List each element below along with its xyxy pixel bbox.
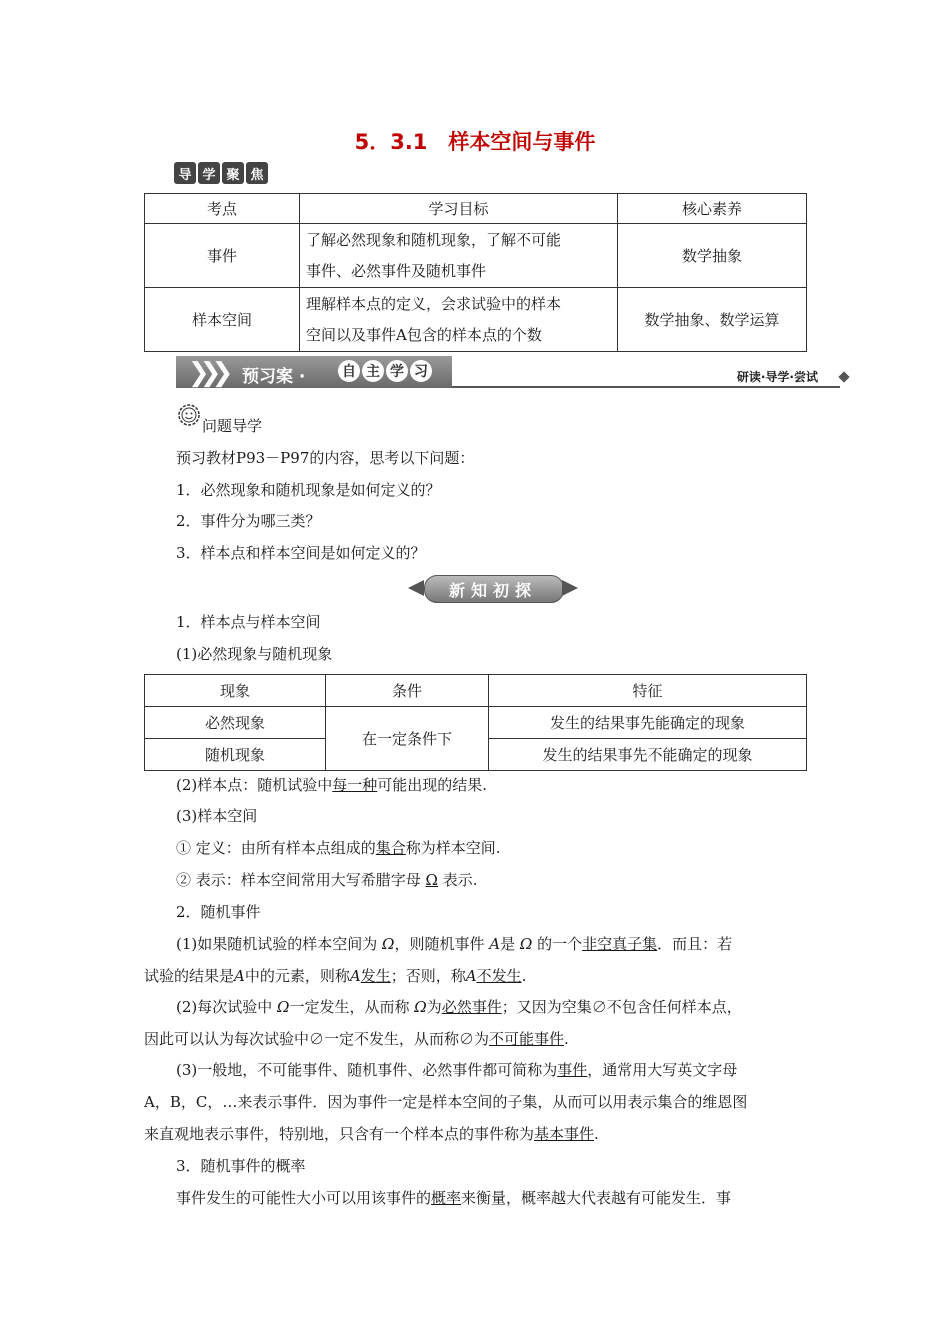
goals-table [144,193,807,352]
sample-point-def: (2)样本点：随机试验中每一种可能出现的结果. [176,776,488,794]
banner-label: 预习案 · [242,367,306,387]
random-event-p3-line2: A，B，C，…来表示事件．因为事件一定是样本空间的子集，从而可以用表示集合的维恩图 [144,1093,748,1111]
question-2: 2．事件分为哪三类？ [176,512,321,530]
header-topic: 考点 [145,194,300,224]
section-1-heading: 1．样本点与样本空间 [176,613,321,631]
badge-label: 新知初探 [448,581,537,600]
random-event-p2: (2)每次试验中 Ω一定发生，从而称 Ω为必然事件；又因为空集∅不包含任何样本点， [176,998,742,1016]
preview-banner [176,356,848,390]
table-row [145,707,807,739]
goal-line: 空间以及事件A包含的样本点的个数 [306,325,542,344]
literacy-cell: 数学抽象、数学运算 [618,288,807,352]
goal-cell [300,288,618,352]
sample-space-notation: ② 表示：样本空间常用大写希腊字母 Ω 表示. [176,871,478,889]
header-phenomenon: 现象 [145,675,326,707]
new-knowledge-badge [408,573,578,603]
smiley-icon [178,404,200,426]
phenomena-table [144,674,807,771]
topic-cell: 样本空间 [145,288,300,352]
random-event-p2-line2: 因此可以认为每次试验中∅一定不发生，从而称∅为不可能事件. [144,1030,569,1048]
sub-char: 习 [410,360,432,382]
sub-char: 主 [362,360,384,382]
intro-lead: 预习教材P93－P97的内容，思考以下问题： [176,449,475,467]
intro-heading: 问题导学 [202,417,263,435]
question-3: 3．样本点和样本空间是如何定义的？ [176,544,426,562]
table-row [145,224,807,288]
goal-line: 了解必然现象和随机现象，了解不可能 [306,230,562,249]
condition-cell: 在一定条件下 [326,707,489,771]
phenomenon-cell: 必然现象 [145,707,326,739]
goal-cell [300,224,618,288]
feature-cell: 发生的结果事先能确定的现象 [489,707,807,739]
badge-char: 焦 [246,162,268,184]
header-literacy: 核心素养 [618,194,807,224]
banner-rule [452,386,840,388]
header-condition: 条件 [326,675,489,707]
goal-line: 事件、必然事件及随机事件 [306,261,487,280]
badge-char: 导 [174,162,196,184]
diamond-icon [838,371,849,382]
section-2-heading: 2．随机事件 [176,903,261,921]
topic-cell: 事件 [145,224,300,288]
table-row [145,288,807,352]
section-badge [174,162,268,184]
header-feature: 特征 [489,675,807,707]
chevron-icon: ❯❯❯ [188,358,224,388]
random-event-p3: (3)一般地，不可能事件、随机事件、必然事件都可简称为事件，通常用大写英文字母 [176,1061,738,1079]
literacy-cell: 数学抽象 [618,224,807,288]
page-title: 5．3.1 样本空间与事件 [354,130,596,154]
sub-char: 学 [386,360,408,382]
banner-sub [338,360,432,382]
feature-cell: 发生的结果事先不能确定的现象 [489,739,807,771]
question-1: 1．必然现象和随机现象是如何定义的？ [176,481,441,499]
phenomenon-cell: 随机现象 [145,739,326,771]
sample-space-def: ① 定义：由所有样本点组成的集合称为样本空间. [176,839,501,857]
random-event-p3-line3: 来直观地表示事件，特别地，只含有一个样本点的事件称为基本事件. [144,1125,599,1143]
sub-char: 自 [338,360,360,382]
badge-char: 学 [198,162,220,184]
sample-space-heading: (3)样本空间 [176,807,258,825]
random-event-p1: (1)如果随机试验的样本空间为 Ω，则随机事件 A是 Ω 的一个非空真子集．而且：若 [176,935,733,953]
goal-line: 理解样本点的定义，会求试验中的样本 [306,294,562,313]
banner-right-text: 研读·导学·尝试 [736,370,818,384]
random-event-p1-line2: 试验的结果是A中的元素，则称A发生；否则，称A不发生. [144,967,527,985]
subsection-1-1: (1)必然现象与随机现象 [176,645,333,663]
badge-char: 聚 [222,162,244,184]
header-goal: 学习目标 [300,194,618,224]
probability-paragraph: 事件发生的可能性大小可以用该事件的概率来衡量，概率越大代表越有可能发生．事 [176,1189,732,1207]
section-3-heading: 3．随机事件的概率 [176,1157,306,1175]
